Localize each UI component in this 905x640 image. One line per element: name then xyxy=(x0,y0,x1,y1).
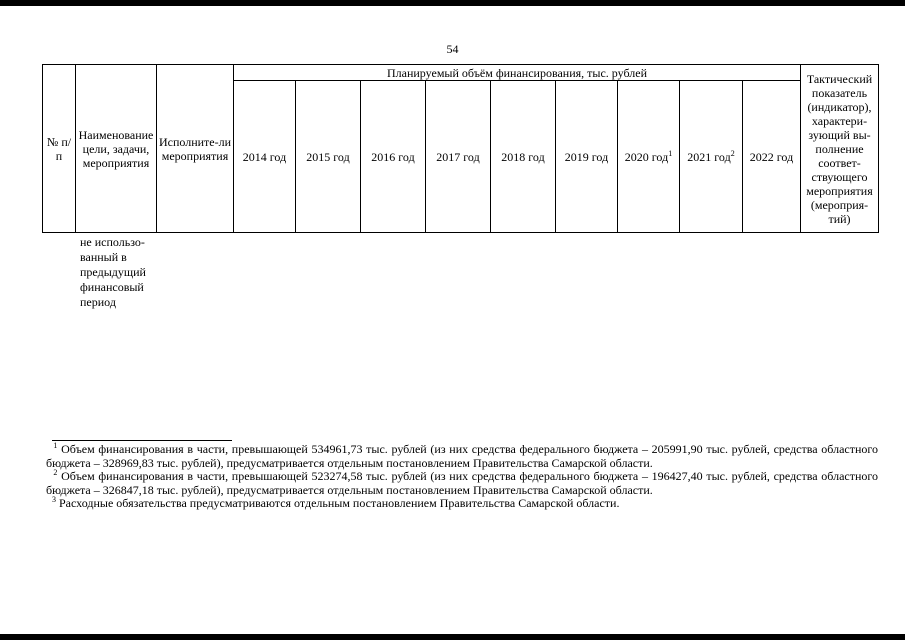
col-number-header: № п/п xyxy=(43,65,76,233)
year-header: 2015 год xyxy=(296,81,361,233)
footnote-3: $^3$ Расходные обязательства предусматриваются отдельным постановлением Правительства Самарской области. xyxy=(52,495,620,511)
col-executor-header: Исполните-ли мероприятия xyxy=(157,65,234,233)
financing-table-header xyxy=(42,64,879,233)
col-name-header: Наименование цели, задачи, мероприятия xyxy=(76,65,157,233)
year-header: 2019 год xyxy=(556,81,618,233)
col-indicator-header: Тактический показатель (индикатор), характери-зующий вы-полнение соответ-ствующего мероприятия (мероприя-тий) xyxy=(801,65,879,233)
scan-border-bottom xyxy=(0,634,905,640)
year-header: 2022 год xyxy=(743,81,801,233)
year-header: 2017 год xyxy=(426,81,491,233)
year-header: 2018 год xyxy=(491,81,556,233)
footnote-2: $^2$ Объем финансирования в части, превышающей 523274,58 тыс. рублей (из них средства федерального бюджета – 196427,40 тыс. рублей, средства областного бюджета – 326847,18 тыс. рублей), предусматривается отдельным постановлением Правительства Самарской области. xyxy=(46,468,879,497)
year-header: 2016 год xyxy=(361,81,426,233)
financing-group-header: Планируемый объём финансирования, тыс. рублей xyxy=(234,65,801,81)
year-header: 2020 год$^1$ xyxy=(618,81,680,233)
footnote-separator xyxy=(52,440,232,441)
year-header: 2014 год xyxy=(234,81,296,233)
year-header: 2021 год$^2$ xyxy=(680,81,743,233)
footnotes xyxy=(46,443,878,511)
footnote-1: $^1$ Объем финансирования в части, превышающей 534961,73 тыс. рублей (из них средства федерального бюджета – 205991,90 тыс. рублей, средства областного бюджета – 328969,83 тыс. рублей), предусматривается отдельным постановлением Правительства Самарской области. xyxy=(46,441,879,470)
continuation-text: не использо-ванный в предыдущий финансовый период xyxy=(80,235,146,309)
page-number: 54 xyxy=(446,42,459,56)
scan-border-top xyxy=(0,0,905,6)
